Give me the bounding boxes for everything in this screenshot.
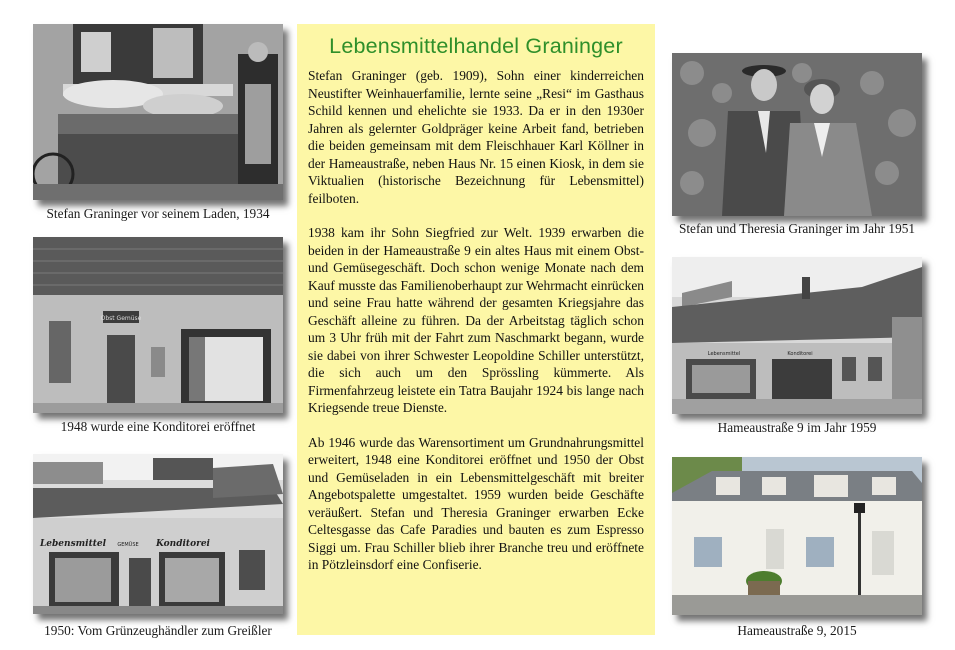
caption-photo-3: 1950: Vom Grünzeughändler zum Greißler bbox=[44, 623, 272, 638]
caption-photo-4: Stefan und Theresia Graninger im Jahr 1951 bbox=[678, 221, 916, 236]
photo-greissler-1950-image bbox=[33, 454, 283, 614]
photo-hameaustrasse-1959-image bbox=[672, 257, 922, 414]
photo-shop-1934-image bbox=[33, 24, 283, 200]
caption-photo-5: Hameaustraße 9 im Jahr 1959 bbox=[717, 420, 877, 435]
photo-greissler-1950 bbox=[33, 454, 283, 614]
photo-couple-1951-image bbox=[672, 53, 922, 216]
paragraph-3: Ab 1946 wurde das Warensortiment um Grundnahrungsmittel erweitert, 1948 eine Konditorei eröffnet und 1950 der Obst und Gemüseladen in ein Lebensmittelgeschäft mit breiter Angebotspalette umgestaltet. 1959 wurden beide Geschäfte veräußert. Stefan und Theresia Graninger erwarben Ecke Celtesgasse das Cafe Paradies und bauten es zum Espresso Siggi um. Frau Schiller blieb ihrer Branche treu und eröffnete in Pötzleinsdorf eine Confiserie. bbox=[308, 434, 644, 572]
paragraph-1: Stefan Graninger (geb. 1909), Sohn einer kinderreichen Neustifter Weinhauerfamilie, lernte seine „Resi“ im Gasthaus Schild kennen und ehelichte sie 1933. Da er in den 1930er Jahren als gelernter Goldpräger keine Arbeit fand, betrieben die beiden gemeinsam mit dem Fleischhauer Karl Köllner in der Hameaustraße, neben Haus Nr. 15 einen Kiosk, in dem sie Viktualien (historische Bezeichnung für Lebensmittel) feilboten. bbox=[308, 68, 644, 206]
photo3-sign-right: Konditorei bbox=[156, 539, 210, 549]
photo-shop-1934 bbox=[33, 24, 283, 200]
photo5-sign-right: Konditorei bbox=[787, 351, 813, 357]
caption-photo-2: 1948 wurde eine Konditorei eröffnet bbox=[60, 419, 256, 434]
photo-hameaustrasse-1959 bbox=[672, 257, 922, 414]
caption-photo-6: Hameaustraße 9, 2015 bbox=[737, 623, 857, 638]
photo2-sign: Obst Gemüse bbox=[100, 315, 142, 322]
caption-photo-1: Stefan Graninger vor seinem Laden, 1934 bbox=[46, 206, 270, 221]
photo-konditorei-1948-image bbox=[33, 237, 283, 413]
photo3-sign-left: Lebensmittel bbox=[39, 539, 107, 549]
photo5-sign-left: Lebensmittel bbox=[707, 351, 741, 357]
photo-hameaustrasse-2015-image bbox=[672, 457, 922, 615]
text-panel bbox=[297, 24, 655, 635]
page-title: Lebensmittelhandel Graninger bbox=[329, 34, 623, 58]
photo-couple-1951 bbox=[672, 53, 922, 216]
photo-hameaustrasse-2015 bbox=[672, 457, 922, 615]
photo3-sign-mid: GEMÜSE bbox=[117, 542, 139, 548]
paragraph-2: 1938 kam ihr Sohn Siegfried zur Welt. 1939 erwarben die beiden in der Hameaustraße 9 ein altes Haus mit einem Obst- und Gemüsegeschäft. Doch schon wenige Monate nach dem Kauf musste das Familienoberhaupt zur Wehrmacht einrücken und seine Frau hatte während der gesamten Kriegsjahre das Geschäft alleine zu führen. Da der Arbeitstag täglich schon um 3 Uhr früh mit der Fahrt zum Naschmarkt begann, wurde sie dabei von ihrer Schwester Leopoldine Schiller unterstützt, die sich auch um den Sprössling kümmerte. Als Firmenfahrzeug leistete ein Tatra Baujahr 1924 bis lange nach Kriegsende treue Dienste. bbox=[308, 225, 644, 415]
photo-konditorei-1948 bbox=[33, 237, 283, 413]
